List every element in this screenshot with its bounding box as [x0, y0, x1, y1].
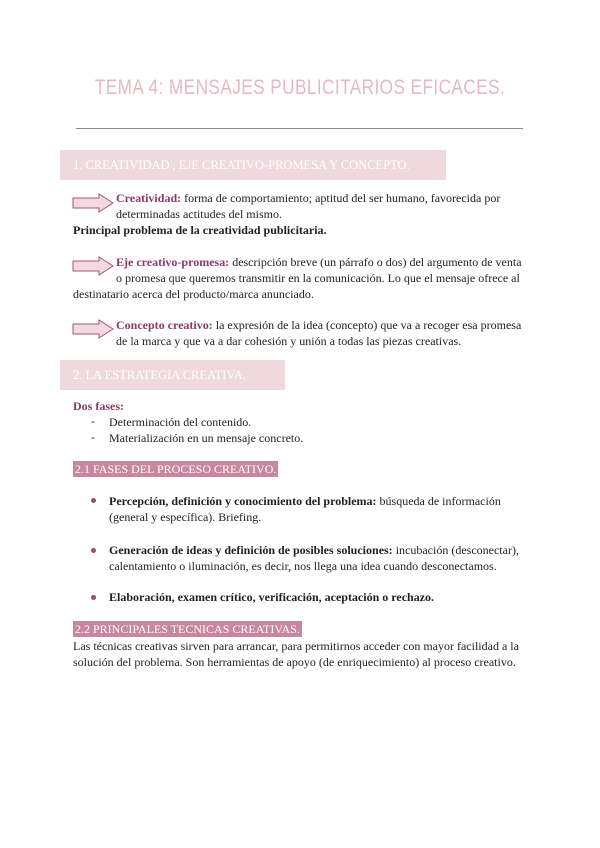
subheading-tecnicas: 2.2 PRINCIPALES TECNICAS CREATIVAS. — [75, 622, 300, 636]
creatividad-definition: Creatividad: forma de comportamiento; aptitud del ser humano, favorecida por — [116, 191, 501, 205]
concepto-definition: Concepto creativo: la expresión de la idea (concepto) que va a recoger esa promesa — [116, 318, 522, 332]
eje-definition: Eje creativo-promesa: descripción breve (un párrafo o dos) del argumento de venta — [116, 255, 522, 269]
section-1-header: 1. CREATIVIDAD , EJE CREATIVO-PROMESA Y CONCEPTO. — [60, 150, 446, 180]
eje-term: Eje creativo-promesa: — [116, 255, 230, 269]
fase-item: Determinación del contenido. — [109, 415, 252, 429]
principal-problema: Principal problema de la creatividad publicitaria. — [73, 223, 327, 237]
concepto-term: Concepto creativo: — [116, 318, 213, 332]
page-title: TEMA 4: MENSAJES PUBLICITARIOS EFICACES. — [94, 76, 506, 99]
arrow-right-icon — [72, 193, 114, 213]
fase-item: Materialización en un mensaje concreto. — [109, 431, 304, 445]
dash-icon: - — [91, 414, 95, 428]
section-2-header: 2. LA ESTRATEGIA CREATIVA. — [60, 360, 285, 390]
dos-fases-label: Dos fases: — [73, 399, 124, 413]
creatividad-term: Creatividad: — [116, 191, 182, 205]
dash-icon: - — [91, 430, 95, 444]
bullet-icon — [91, 548, 96, 553]
arrow-right-icon — [72, 319, 114, 339]
bullet-icon — [91, 595, 96, 600]
bullet-icon — [91, 498, 96, 503]
tecnicas-paragraph: Las técnicas creativas sirven para arrancar, para permitirnos acceder con mayor facilidad a la — [73, 639, 519, 653]
bullet-elaboracion: Elaboración, examen crítico, verificación, aceptación o rechazo. — [109, 590, 435, 604]
bullet-percepcion: Percepción, definición y conocimiento del problema: búsqueda de información — [109, 494, 501, 508]
bullet-generacion: Generación de ideas y definición de posibles soluciones: incubación (desconectar), — [109, 543, 519, 557]
arrow-right-icon — [72, 256, 114, 276]
title-divider — [76, 128, 523, 129]
subheading-fases: 2.1 FASES DEL PROCESO CREATIVO. — [75, 462, 277, 476]
